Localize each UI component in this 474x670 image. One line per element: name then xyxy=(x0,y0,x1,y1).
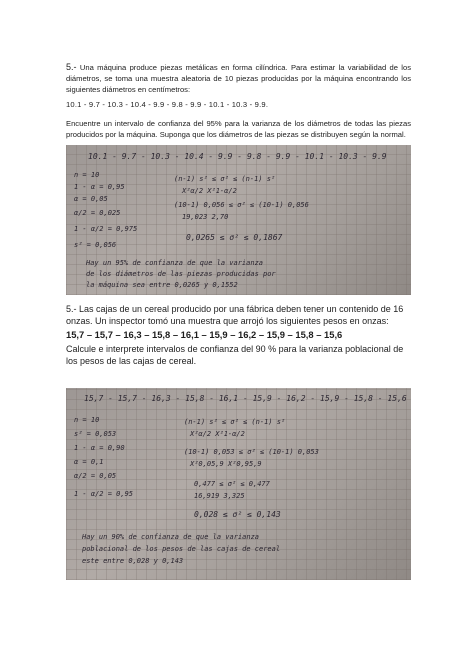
problem1-text: Una máquina produce piezas metálicas en forma cilíndrica. Para estimar la variabilidad de los diámetros, se toma una muestra aleatoria de 10 piezas producidas por la máquina encontrando los siguientes diámetros en centímetros: xyxy=(66,63,411,94)
handwritten-solution-photo-1 xyxy=(66,145,411,295)
photo2-left-line: n = 10 xyxy=(74,416,100,424)
photo2-right-line: X²0,05,9 X²0,95,9 xyxy=(190,460,262,468)
problem1-statement xyxy=(66,62,411,95)
handwritten-solution-photo-2 xyxy=(66,388,411,580)
photo2-right-line: 16,919 3,325 xyxy=(194,492,245,500)
photo1-left-line: n = 10 xyxy=(74,171,100,179)
photo1-conclusion-line: Hay un 95% de confianza de que la varianza xyxy=(86,259,264,267)
photo2-left-line: s² = 0,053 xyxy=(74,430,117,438)
photo1-right-line: X²α/2 X²1-α/2 xyxy=(182,187,237,195)
photo2-left-line: α = 0,1 xyxy=(74,458,104,466)
photo1-left-line: 1 - α/2 = 0,975 xyxy=(74,225,138,233)
photo1-left-line: s² = 0,056 xyxy=(74,241,117,249)
photo1-left-line: α/2 = 0,025 xyxy=(74,209,121,217)
photo2-left-line: α/2 = 0,05 xyxy=(74,472,117,480)
photo1-conclusion-line: de los diámetros de las piezas producidas por xyxy=(86,270,276,278)
photo1-right-line: 19,023 2,70 xyxy=(182,213,229,221)
photo2-left-line: 1 - α/2 = 0,95 xyxy=(74,490,134,498)
photo2-conclusion-line: este entre 0,028 y 0,143 xyxy=(82,557,184,565)
problem2-data: 15,7 – 15,7 – 16,3 – 15,8 – 16,1 – 15,9 – 16,2 – 15,9 – 15,8 – 15,6 xyxy=(66,329,343,340)
photo1-left-line: 1 - α = 0,95 xyxy=(74,183,125,191)
problem1-number: 5.- xyxy=(66,62,77,72)
photo1-left-line: α = 0,05 xyxy=(74,195,108,203)
problem2-block xyxy=(66,303,411,367)
photo2-right-line: 0,028 ≤ σ² ≤ 0,143 xyxy=(194,510,281,519)
photo1-right-line: (n-1) s² ≤ σ² ≤ (n-1) s² xyxy=(174,175,276,183)
problem1-data: 10.1 - 9.7 - 10.3 - 10.4 - 9.9 - 9.8 - 9.9 - 10.1 - 10.3 - 9.9. xyxy=(66,100,269,109)
photo2-right-line: (10-1) 0,053 ≤ σ² ≤ (10-1) 0,053 xyxy=(184,448,319,456)
problem2-question: Calcule e interprete intervalos de confianza del 90 % para la varianza poblacional de los pesos de las cajas de cereal. xyxy=(66,344,404,366)
photo1-right-line: (10-1) 0,056 ≤ σ² ≤ (10-1) 0,056 xyxy=(174,201,309,209)
photo2-conclusion-line: Hay un 90% de confianza de que la varianza xyxy=(82,533,260,541)
photo2-left-line: 1 - α = 0,90 xyxy=(74,444,125,452)
photo2-conclusion-line: poblacional de los pesos de las cajas de cereal xyxy=(82,545,281,553)
photo1-conclusion-line: la máquina sea entre 0,0265 y 0,1552 xyxy=(86,281,238,289)
photo2-right-line: X²α/2 X²1-α/2 xyxy=(190,430,245,438)
photo2-data-line: 15,7 - 15,7 - 16,3 - 15,8 - 16,1 - 15,9 - 16,2 - 15,9 - 15,8 - 15,6 xyxy=(84,394,407,403)
problem2-statement: 5.- Las cajas de un cereal producido por una fábrica deben tener un contenido de 16 onzas. Un inspector tomó una muestra que arrojó los siguientes pesos en onzas: xyxy=(66,304,404,326)
photo1-right-line: 0,0265 ≤ σ² ≤ 0,1867 xyxy=(186,233,283,242)
photo2-right-line: (n-1) s² ≤ σ² ≤ (n-1) s² xyxy=(184,418,286,426)
problem1-question: Encuentre un intervalo de confianza del 95% para la varianza de los diámetros de todas las piezas producidos por la máquina. Suponga que los diámetros de las piezas se distribuyen según la normal. xyxy=(66,119,411,139)
photo1-data-line: 10.1 - 9.7 - 10.3 - 10.4 - 9.9 - 9.8 - 9.9 - 10.1 - 10.3 - 9.9 xyxy=(88,152,387,161)
photo2-right-line: 0,477 ≤ σ² ≤ 0,477 xyxy=(194,480,270,488)
